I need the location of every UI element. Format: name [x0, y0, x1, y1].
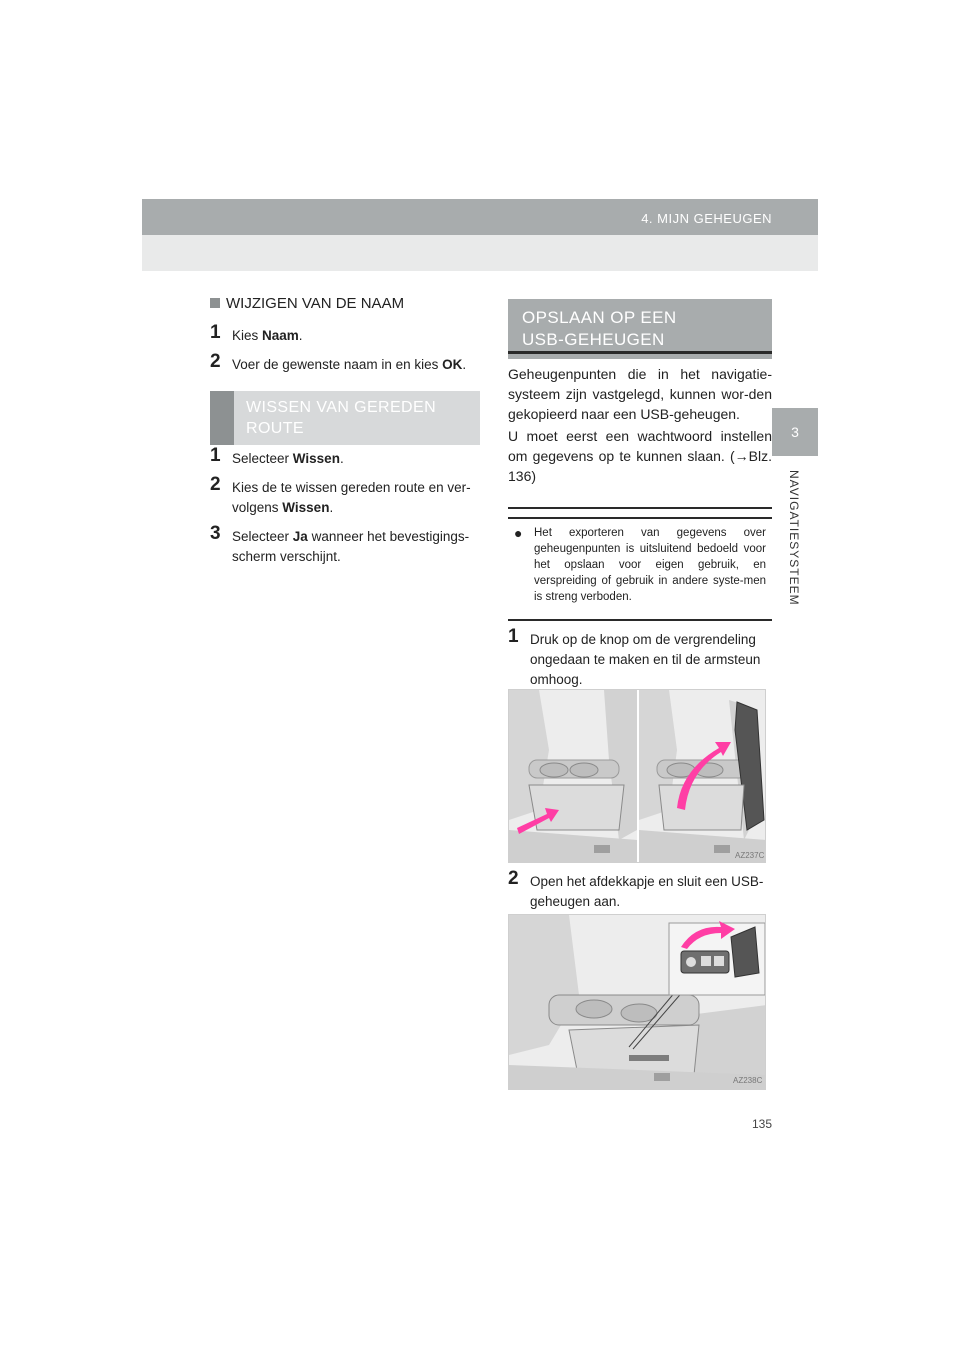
usb-intro: Geheugenpunten die in het navigatie-systeem zijn vastgelegd, kunnen wor-den gekopieerd naar een USB-geheugen. U moet eerst een wachtwoord instellen om gegevens op te kunnen slaan. (→Blz. 136)	[508, 366, 772, 484]
page-number: 135	[752, 1117, 773, 1131]
square-bullet-icon	[210, 298, 220, 308]
chapter-tab-label: NAVIGATIESYSTEEM	[787, 470, 801, 606]
usb-step-2: 2 Open het afdekkapje en sluit een USB-geheugen aan.	[508, 868, 764, 909]
delete-step-3: 3 Selecteer Ja wanneer het bevestigings-scherm verschijnt.	[210, 523, 470, 564]
delete-step-1: 1 Selecteer Wissen.	[210, 445, 344, 466]
subheading-rename: WIJZIGEN VAN DE NAAM	[210, 295, 404, 312]
armrest-drawing	[509, 690, 766, 863]
section-title-usb: OPSLAAN OP EEN USB-GEHEUGEN	[508, 299, 772, 359]
usb-port-drawing	[509, 915, 766, 1090]
chapter-title: 4. MIJN GEHEUGEN	[641, 211, 772, 226]
delete-step-2: 2 Kies de te wissen gereden route en ver-volgens Wissen.	[210, 474, 471, 515]
illustration-code-1: AZ237C	[735, 851, 765, 860]
header-bar	[142, 199, 818, 235]
note-box: ● Het exporteren van gegevens over geheugenpunten is uitsluitend bedoeld voor het opslaan voor eigen gebruik, en verspreiding of gebruik in andere syste-men is streng verboden.	[508, 517, 772, 621]
bullet-icon: ●	[514, 525, 523, 541]
armrest-illustration	[508, 689, 766, 863]
chapter-tab-number: 3	[772, 408, 818, 456]
usb-port-illustration	[508, 914, 766, 1090]
rename-step-2: 2 Voer de gewenste naam in en kies OK.	[210, 351, 467, 372]
section-title-delete-route: WISSEN VAN GEREDEN ROUTE	[210, 391, 480, 445]
usb-step-1: 1 Druk op de knop om de vergrendeling ongedaan te maken en til de armsteun omhoog.	[508, 626, 761, 687]
rename-step-1: 1 Kies Naam.	[210, 322, 303, 343]
illustration-code-2: AZ238C	[733, 1076, 763, 1085]
section-rule	[508, 351, 772, 354]
intro-rule	[508, 507, 772, 509]
page-header	[142, 199, 818, 271]
